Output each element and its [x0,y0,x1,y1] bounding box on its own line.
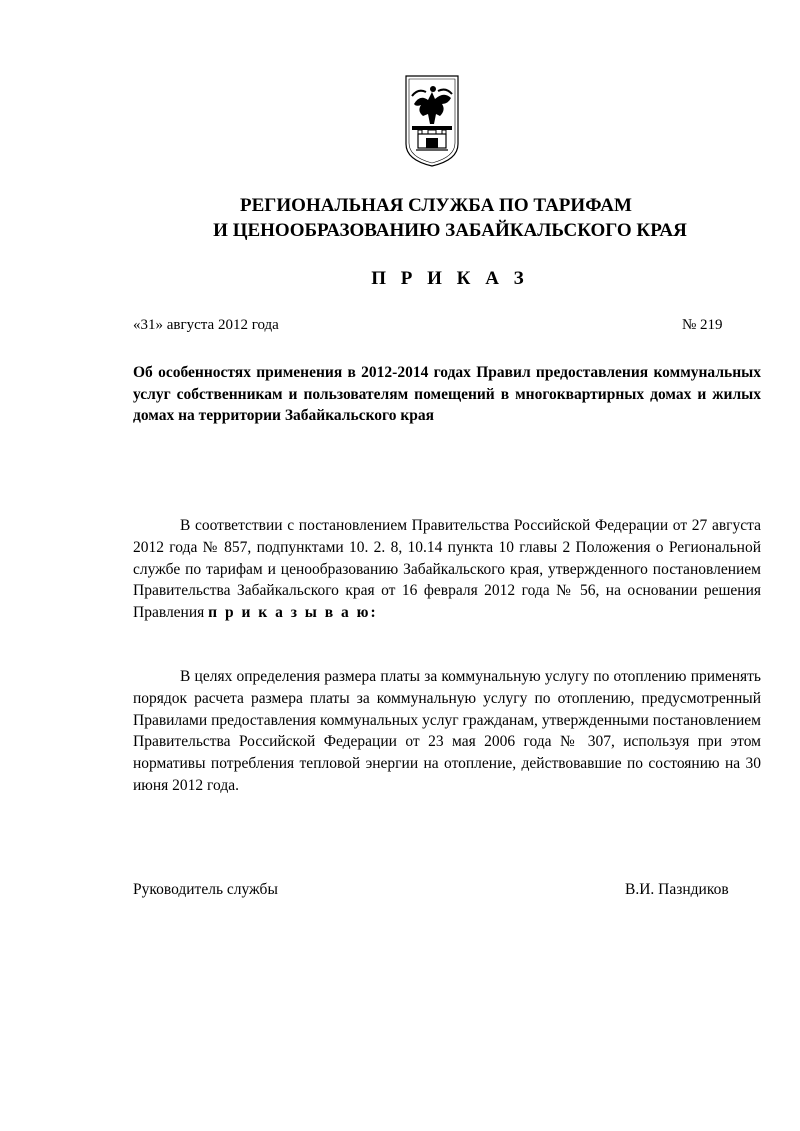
body-paragraph-1 [133,515,761,624]
body-paragraph-1-text: В соответствии с постановлением Правительства Российской Федерации от 27 августа 2012 года № 857, подпунктами 10. 2. 8, 10.14 пункта 10 главы 2 Положения о Региональной службе по тарифам и ценообразованию Забайкальского края, утвержденного постановлением Правительства Забайкальского края от 16 февраля 2012 года № 56, на основании решения Правления [133,517,761,622]
order-command: п р и к а з ы в а ю: [208,604,378,622]
body-paragraph-2: В целях определения размера платы за коммунальную услугу по отоплению применять порядок расчета размера платы за коммунальную услугу по отоплению, предусмотренный Правилами предоставления коммунальных услуг гражданам, утвержденными постановлением Правительства Российской Федерации от 23 мая 2006 года № 307, используя при этом нормативы потребления тепловой энергии на отопление, действовавшие по состоянию на 30 июня 2012 года. [133,668,761,794]
document-date: «31» августа 2012 года [133,317,279,333]
signature-name: В.И. Пазндиков [625,881,729,898]
organization-title-line2: И ЦЕНООБРАЗОВАНИЮ ЗАБАЙКАЛЬСКОГО КРАЯ [213,220,687,241]
organization-title [150,193,750,243]
signature-title: Руководитель службы [133,881,278,898]
organization-title-line1: РЕГИОНАЛЬНАЯ СЛУЖБА ПО ТАРИФАМ [240,195,632,216]
coat-of-arms-icon [404,74,460,168]
document-number: № 219 [682,317,723,333]
document-type: П Р И К А З [371,268,529,289]
document-subject: Об особенностях применения в 2012-2014 годах Правил предоставления коммунальных услуг собственникам и пользователям помещений в многоквартирных домах и жилых домах на территории Забайкальского края [133,364,761,424]
